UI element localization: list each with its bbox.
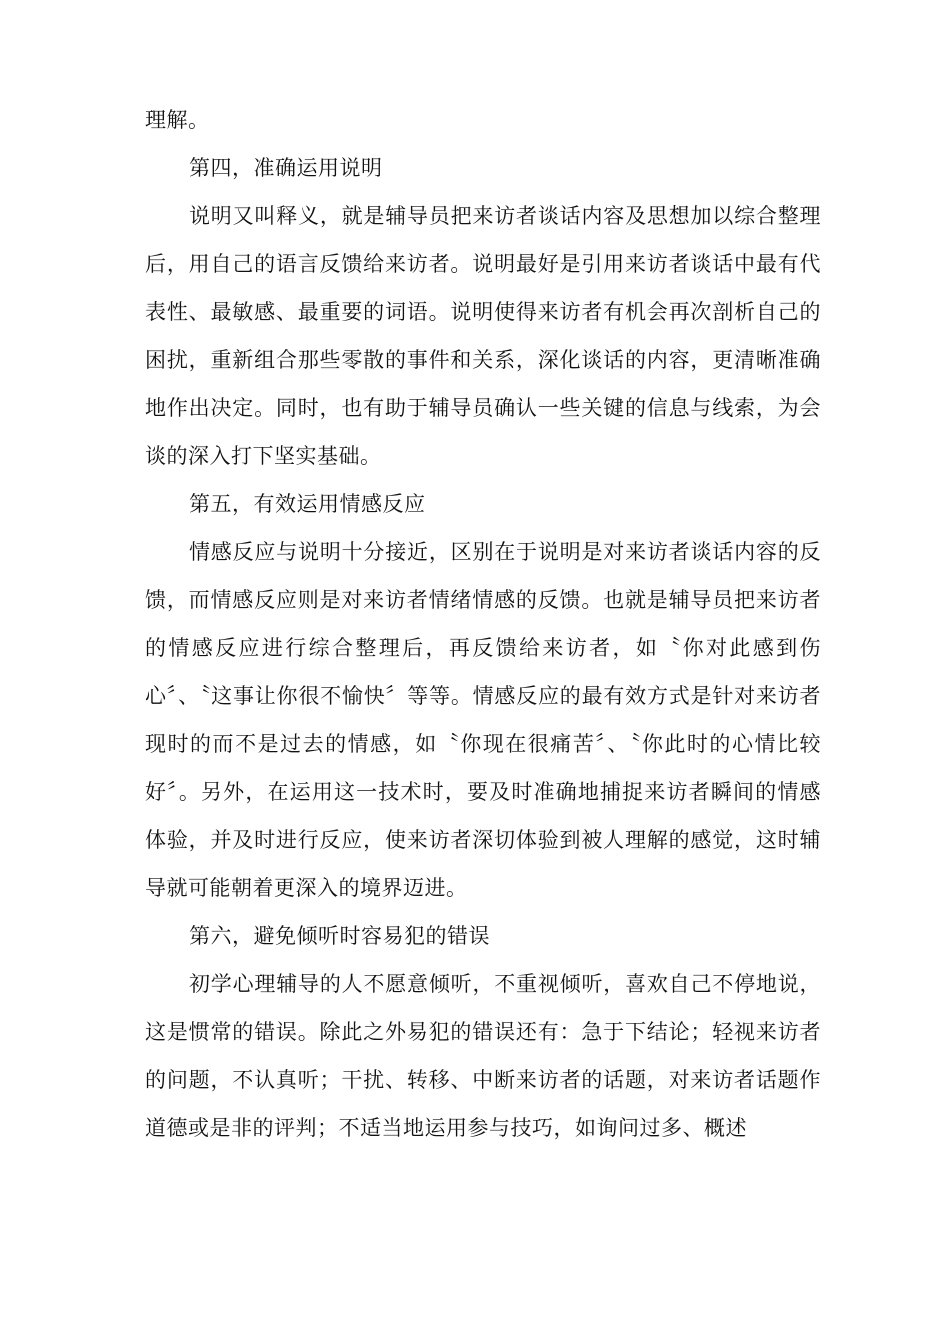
- section-heading-4: 第四，准确运用说明: [189, 156, 383, 180]
- section-heading-5: 第五，有效运用情感反应: [189, 492, 426, 516]
- paragraph-emotional-response: 情感反应与说明十分接近，区别在于说明是对来访者谈话内容的反馈，而情感反应则是对来访者情绪情感的反馈。也就是辅导员把来访者的情感反应进行综合整理后，再反馈给来访者，如〝你对此感到伤心〞、〝这事让你很不愉快〞等等。情感反应的最有效方式是针对来访者现时的而不是过去的情感，如〝你现在很痛苦〞、〝你此时的心情比较好〞。另外，在运用这一技术时，要及时准确地捕捉来访者瞬间的情感体验，并及时进行反应，使来访者深切体验到被人理解的感觉，这时辅导就可能朝着更深入的境界迈进。: [145, 540, 821, 900]
- section-heading-6: 第六，避免倾听时容易犯的错误: [189, 924, 490, 948]
- paragraph-explanation: 说明又叫释义，就是辅导员把来访者谈话内容及思想加以综合整理后，用自己的语言反馈给来访者。说明最好是引用来访者谈话中最有代表性、最敏感、最重要的词语。说明使得来访者有机会再次剖析自己的困扰，重新组合那些零散的事件和关系，深化谈话的内容，更清晰准确地作出决定。同时，也有助于辅导员确认一些关键的信息与线索，为会谈的深入打下坚实基础。: [145, 204, 821, 468]
- paragraph-common-mistakes: 初学心理辅导的人不愿意倾听，不重视倾听，喜欢自己不停地说，这是惯常的错误。除此之外易犯的错误还有：急于下结论；轻视来访者的问题，不认真听；干扰、转移、中断来访者的话题，对来访者话题作道德或是非的评判；不适当地运用参与技巧，如询问过多、概述: [145, 972, 821, 1140]
- document-body: [145, 96, 821, 1152]
- paragraph-continuation: 理解。: [145, 108, 210, 132]
